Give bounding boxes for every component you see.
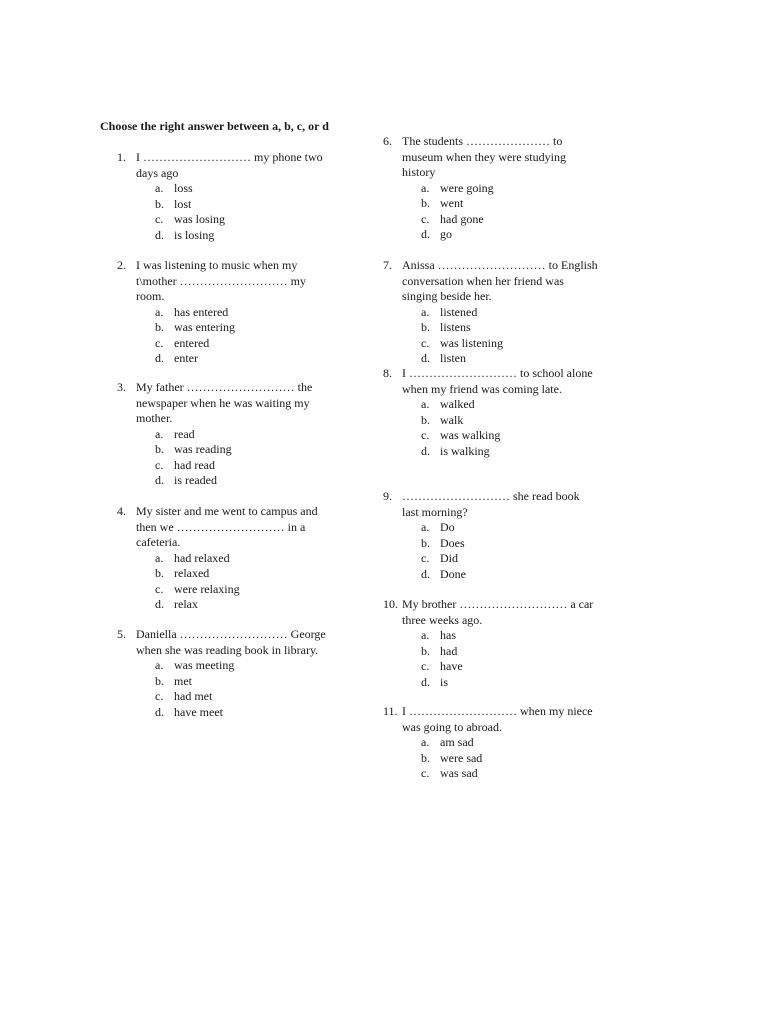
question-6 xyxy=(383,134,598,243)
option-c[interactable] xyxy=(155,336,332,352)
option-text: had relaxed xyxy=(174,550,230,565)
option-text: listened xyxy=(440,304,478,319)
option-letter: a. xyxy=(421,520,430,534)
answer-options xyxy=(421,397,598,459)
option-letter: b. xyxy=(421,750,430,765)
question-10 xyxy=(383,597,598,690)
option-text: were going xyxy=(440,180,494,195)
question-number: 9. xyxy=(383,489,392,503)
question-number: 4. xyxy=(117,504,126,518)
option-text: entered xyxy=(174,335,210,350)
option-c[interactable] xyxy=(155,212,332,228)
option-letter: c. xyxy=(421,659,430,673)
option-text: had read xyxy=(174,457,215,472)
option-text: met xyxy=(174,673,192,688)
question-7 xyxy=(383,258,598,367)
option-letter: d. xyxy=(421,227,430,241)
question-text: Anissa ……………………… to English conversation when her friend was singing beside her. xyxy=(402,258,598,303)
question-3 xyxy=(117,380,332,489)
question-4 xyxy=(117,504,332,613)
answer-options xyxy=(421,520,598,582)
option-letter: b. xyxy=(155,196,164,211)
option-letter: c. xyxy=(421,335,430,350)
option-c[interactable] xyxy=(421,212,598,228)
answer-options xyxy=(155,181,332,243)
option-letter: a. xyxy=(421,304,430,319)
option-letter: c. xyxy=(155,689,164,703)
question-number: 1. xyxy=(117,150,126,164)
answer-options xyxy=(421,735,598,782)
option-letter: c. xyxy=(421,211,430,226)
option-b[interactable] xyxy=(155,674,332,690)
option-letter: a. xyxy=(155,304,164,319)
question-2 xyxy=(117,258,332,367)
option-letter: b. xyxy=(155,566,164,580)
option-b[interactable] xyxy=(155,197,332,213)
option-a[interactable] xyxy=(155,305,332,321)
option-c[interactable] xyxy=(155,582,332,598)
option-letter: c. xyxy=(155,457,164,472)
option-b[interactable] xyxy=(421,536,598,552)
option-letter: d. xyxy=(155,227,164,242)
option-text: were sad xyxy=(440,750,483,765)
question-9 xyxy=(383,489,598,582)
question-number: 7. xyxy=(383,258,392,272)
option-d[interactable] xyxy=(421,567,598,583)
option-text: was losing xyxy=(174,212,225,226)
option-letter: d. xyxy=(421,566,430,581)
question-text: My sister and me went to campus and then we ……………………… in a cafeteria. xyxy=(136,504,318,549)
answer-options xyxy=(155,551,332,613)
question-text: The students ………………… to museum when they were studying history xyxy=(402,134,566,179)
option-text: went xyxy=(440,196,464,210)
answer-options xyxy=(155,427,332,489)
question-8 xyxy=(383,366,598,459)
option-letter: a. xyxy=(155,181,164,195)
option-b[interactable] xyxy=(421,644,598,660)
option-text: is walking xyxy=(440,443,490,458)
option-letter: a. xyxy=(421,628,430,642)
question-text: I ……………………… when my niece was going to abroad. xyxy=(402,704,593,734)
option-letter: d. xyxy=(421,674,430,689)
option-letter: d. xyxy=(155,704,164,719)
question-number: 11. xyxy=(383,704,398,718)
option-letter: a. xyxy=(155,550,164,565)
option-text: Done xyxy=(440,566,466,581)
option-text: was sad xyxy=(440,766,478,780)
option-letter: d. xyxy=(155,351,164,365)
option-letter: c. xyxy=(155,335,164,350)
option-letter: b. xyxy=(155,320,164,334)
option-d[interactable] xyxy=(155,228,332,244)
option-c[interactable] xyxy=(421,551,598,567)
option-text: had xyxy=(440,643,458,658)
option-letter: d. xyxy=(421,443,430,458)
option-text: is xyxy=(440,674,449,689)
option-text: Do xyxy=(440,520,455,534)
option-letter: a. xyxy=(421,180,430,195)
question-text: My father ……………………… the newspaper when he was waiting my mother. xyxy=(136,380,313,425)
option-d[interactable] xyxy=(421,675,598,691)
question-text: Daniella ……………………… George when she was reading book in library. xyxy=(136,627,326,657)
option-text: have meet xyxy=(174,704,223,719)
option-c[interactable] xyxy=(421,428,598,444)
option-letter: b. xyxy=(155,442,164,456)
option-letter: c. xyxy=(421,766,430,780)
option-text: enter xyxy=(174,351,198,365)
option-letter: b. xyxy=(421,196,430,210)
option-text: was walking xyxy=(440,428,501,442)
option-text: have xyxy=(440,659,463,673)
option-letter: b. xyxy=(421,643,430,658)
option-letter: d. xyxy=(155,597,164,611)
option-text: relax xyxy=(174,597,198,611)
option-c[interactable] xyxy=(421,766,598,782)
option-d[interactable] xyxy=(421,444,598,460)
question-number: 8. xyxy=(383,366,392,380)
option-text: was meeting xyxy=(174,658,235,672)
option-text: had met xyxy=(174,689,213,703)
question-number: 10. xyxy=(383,597,398,611)
option-c[interactable] xyxy=(421,659,598,675)
option-a[interactable] xyxy=(421,520,598,536)
option-a[interactable] xyxy=(421,181,598,197)
option-text: has xyxy=(440,628,456,642)
option-letter: d. xyxy=(421,351,430,365)
option-text: has entered xyxy=(174,304,229,319)
option-b[interactable] xyxy=(421,320,598,336)
question-11 xyxy=(383,704,598,782)
option-a[interactable] xyxy=(421,735,598,751)
option-text: were relaxing xyxy=(174,581,240,596)
option-text: go xyxy=(440,227,452,241)
question-text: My brother ……………………… a car three weeks ago. xyxy=(402,597,594,627)
option-letter: a. xyxy=(421,735,430,749)
option-letter: a. xyxy=(155,658,164,672)
question-number: 2. xyxy=(117,258,126,272)
option-b[interactable] xyxy=(421,196,598,212)
answer-options xyxy=(155,305,332,367)
option-text: listen xyxy=(440,351,466,365)
option-text: was reading xyxy=(174,442,232,456)
option-letter: b. xyxy=(155,673,164,688)
option-letter: a. xyxy=(421,397,430,411)
question-number: 5. xyxy=(117,627,126,641)
answer-options xyxy=(421,181,598,243)
option-b[interactable] xyxy=(155,442,332,458)
option-text: was entering xyxy=(174,320,235,334)
option-b[interactable] xyxy=(155,320,332,336)
question-5 xyxy=(117,627,332,720)
option-text: walk xyxy=(440,412,464,427)
option-letter: c. xyxy=(421,551,430,565)
option-letter: b. xyxy=(421,535,430,550)
option-a[interactable] xyxy=(421,397,598,413)
option-text: had gone xyxy=(440,211,484,226)
option-c[interactable] xyxy=(155,689,332,705)
option-text: Does xyxy=(440,535,465,550)
option-a[interactable] xyxy=(155,427,332,443)
option-text: listens xyxy=(440,320,471,334)
question-number: 3. xyxy=(117,380,126,394)
option-text: was listening xyxy=(440,335,503,350)
option-a[interactable] xyxy=(155,658,332,674)
worksheet-title: Choose the right answer between a, b, c, or d xyxy=(100,119,329,133)
question-1 xyxy=(117,150,332,243)
option-a[interactable] xyxy=(421,305,598,321)
question-number: 6. xyxy=(383,134,392,148)
option-text: lost xyxy=(174,196,192,211)
option-letter: c. xyxy=(155,581,164,596)
option-d[interactable] xyxy=(155,597,332,613)
option-text: loss xyxy=(174,181,193,195)
answer-options xyxy=(155,658,332,720)
answer-options xyxy=(421,628,598,690)
option-b[interactable] xyxy=(155,566,332,582)
option-c[interactable] xyxy=(155,458,332,474)
question-text: I ……………………… to school alone when my friend was coming late. xyxy=(402,366,593,396)
question-text: ……………………… she read book last morning? xyxy=(402,489,580,519)
option-text: Did xyxy=(440,551,458,565)
option-letter: a. xyxy=(155,426,164,441)
option-text: read xyxy=(174,426,195,441)
option-letter: c. xyxy=(155,212,164,226)
option-b[interactable] xyxy=(421,413,598,429)
option-a[interactable] xyxy=(421,628,598,644)
option-text: is readed xyxy=(174,473,217,487)
option-letter: d. xyxy=(155,473,164,487)
answer-options xyxy=(421,305,598,367)
question-text: I ……………………… my phone two days ago xyxy=(136,150,323,180)
option-text: walked xyxy=(440,397,475,411)
option-text: relaxed xyxy=(174,566,210,580)
option-c[interactable] xyxy=(421,336,598,352)
question-text: I was listening to music when my t\mother ……………………… my room. xyxy=(136,258,306,303)
option-letter: b. xyxy=(421,320,430,334)
option-letter: b. xyxy=(421,412,430,427)
option-text: am sad xyxy=(440,735,474,749)
option-d[interactable] xyxy=(155,473,332,489)
option-d[interactable] xyxy=(155,351,332,367)
option-d[interactable] xyxy=(421,351,598,367)
option-b[interactable] xyxy=(421,751,598,767)
option-a[interactable] xyxy=(155,551,332,567)
option-letter: c. xyxy=(421,428,430,442)
option-text: is losing xyxy=(174,227,215,242)
option-a[interactable] xyxy=(155,181,332,197)
option-d[interactable] xyxy=(421,227,598,243)
option-d[interactable] xyxy=(155,705,332,721)
